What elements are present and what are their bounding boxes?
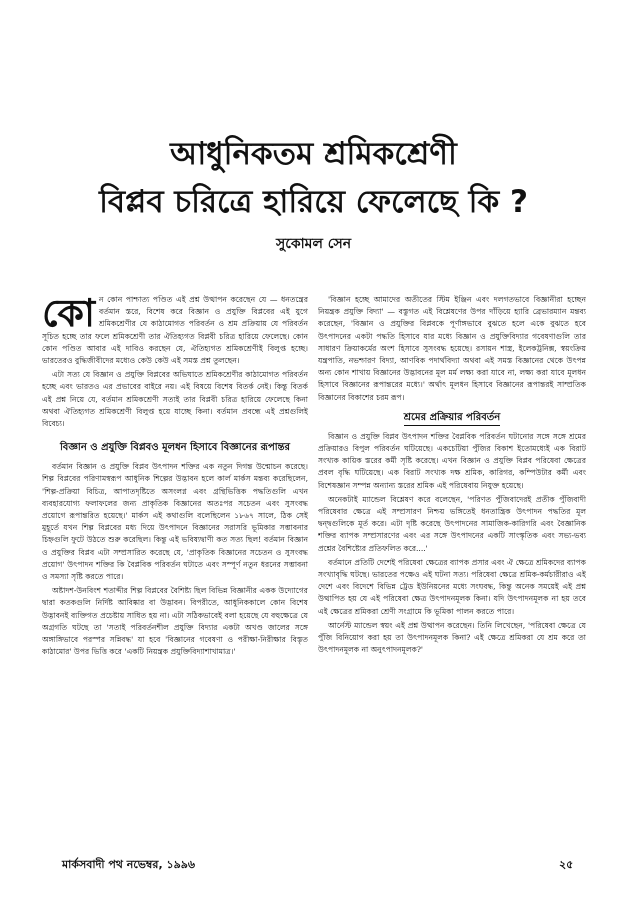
drop-cap: কো: [42, 294, 96, 335]
section-heading-labour-process: [318, 410, 586, 425]
article-title-line-2: বিপ্লব চরিত্রে হারিয়ে ফেলেছে কি ?: [99, 184, 528, 220]
intro-paragraph-2: এটা সত্য যে বিজ্ঞান ও প্রযুক্তি বিপ্লবের অভিঘাতে শ্রমিকশ্রেণীর কাঠামোগত পরিবর্তন হচ্ছে এবং ভারতও এর প্রভাবের বাইরে নয়। এই বিষয়ে বিশেষ বিতর্ক নেই। কিন্তু বিতর্ক এই প্রশ্ন নিয়ে যে, বর্তমান শ্রমিকশ্রেণী সত্যই তার বিপ্লবী চরিত্র হারিয়ে ফেলেছে কিনা অথবা ঐতিহ্যগত শ্রমিকশ্রেণী বিলুপ্ত হয়ে যাচ্ছে কিনা। বর্তমান প্রবন্ধে এই প্রশ্নগুলিই বিবেচ্য।: [42, 370, 308, 429]
footer-publication: মার্কসবাদী পথ নভেম্বর, ১৯৯৬: [62, 858, 196, 871]
section-paragraph: বর্তমানে প্রতিটি দেশেই পরিষেবা ক্ষেত্রের ব্যাপক প্রসার এবং ঐ ক্ষেত্রে শ্রমিকদের ব্যাপক সংখ্যাবৃদ্ধি ঘটছে। ভারতের পক্ষেও এই ঘটনা সত্য। পরিষেবা ক্ষেত্রে শ্রমিক-কর্মচারীরাও এই দেশে এবং বিদেশে বিভিন্ন ট্রেড ইউনিয়নের মধ্যে সংঘবদ্ধ, কিন্তু অনেক সময়েই এই প্রশ্ন উত্থাপিত হয় যে এই পরিষেবা ক্ষেত্র উৎপাদনমূলক কিনা। যদি উৎপাদনমূলক না হয় তবে এই ক্ষেত্রের শ্রমিকরা শ্রেণী সংগ্রামে কি ভূমিকা পালন করতে পারে।: [318, 557, 586, 616]
section-heading-science-capital: বিজ্ঞান ও প্রযুক্তি বিপ্লবও মূলধন হিসাবে বিজ্ঞানের রূপান্তর: [59, 442, 291, 454]
section-paragraph: অনেকটাই ম্যান্ডেল বিশ্লেষণ করে বলেছেন, 'পরিণত পুঁজিবাদেরই প্রতীক পুঁজিবাদী পরিষেবার ক্ষেত্রে এই সম্প্রসারণ নিশ্চয় ভঙ্গিতেই ধনতান্ত্রিক উৎপাদন পদ্ধতির মূল দ্বন্দ্বগুলিকে মূর্ত করে। এটা দৃষ্টি করেছে উৎপাদনের সামাজিক-কারিগরি এবং বৈজ্ঞানিক শক্তির ব্যাপক সম্প্রসারণের এবং এর সঙ্গে উৎপাদনের একটি সাংস্কৃতিক এবং সভ্য-ভব্য প্রশ্নের বৈশিষ্ট্যের প্রতিফলিত করে....': [318, 494, 586, 553]
right-column: [318, 294, 586, 834]
section-paragraph: অষ্টাদশ-উনবিংশ শতাব্দীর শিল্প বিপ্লবের বৈশিষ্ট্য ছিল বিভিন্ন বিজ্ঞানীর একক উদ্যোগের দ্বারা কতকগুলি নির্দিষ্ট আবিষ্কার বা উদ্ভাবন। বিপরীতে, আধুনিককালে কোন বিশেষ উদ্ভাবনই ব্যক্তিগত প্রচেষ্টায় সাধিত হয় না। এটা সঠিকভাবেই বলা হয়েছে যে বহুক্ষেত্রে যে অগ্রগতি ঘটছে তা 'সতাই পরিবর্তনশীল প্রযুক্তি বিদ্যার একটা অখণ্ড জালের সঙ্গে অঙ্গাঙ্গিভাবে পরস্পর সন্নিবদ্ধ' যা হবে 'বিজ্ঞানের গবেষণা ও পরীক্ষা-নিরীক্ষার বিস্তৃত কাঠামোর' উপর ভিত্তি করে 'একটি নিয়ন্ত্রক প্রযুক্তিবিদ্যাশাখামাত্র।': [42, 586, 308, 657]
intro-paragraph-1-text: ন কোন পাশ্চাত্য পণ্ডিত এই প্রশ্ন উত্থাপন করেছেন যে — ধনতন্ত্রের বর্তমান স্তরে, বিশেষ করে বিজ্ঞান ও প্রযুক্তি বিপ্লবের এই যুগে শ্রমিকশ্রেণীর যে কাঠামোগত পরিবর্তন ও শ্রম প্রক্রিয়ায় যে পরিবর্তন সূচিত হচ্ছে তার ফলে শ্রমিকশ্রেণী তার ঐতিহ্যগত বিপ্লবী চরিত্র হারিয়ে ফেলেছে। কোন কোন পণ্ডিত আবার এই দাবিও করছেন যে, ঐতিহ্যগত শ্রমিকশ্রেণীই বিলুপ্ত হচ্ছে। ভারতেরও বুদ্ধিজীবীদের মধ্যেও কেউ কেউ এই সমস্ত প্রশ্ন তুলছেন।: [42, 295, 308, 366]
section-paragraph: বিজ্ঞান ও প্রযুক্তি বিপ্লব উৎপাদন শক্তির বৈপ্লবিক পরিবর্তন ঘটানোর সঙ্গে সঙ্গে শ্রমের প্রক্রিয়ারও বিপুল পরিবর্তন ঘটিয়েছে। একচেটিয়া পুঁজির বিকাশ ইতোমধ্যেই এক বিরাট সংখ্যক কায়িক স্তরের কর্মী সৃষ্টি করেছে। এখন বিজ্ঞান ও প্রযুক্তি বিপ্লব পরিষেবা ক্ষেত্রের প্রবল বৃদ্ধি ঘটিয়েছে। এক বিরাট সংখ্যক দক্ষ শ্রমিক, কারিগর, কম্পিউটার কর্মী এবং বিশেষজ্ঞান সম্পন্ন অন্যান্য স্তরের শ্রমিক এই পরিষেবায় নিযুক্ত হয়েছে।: [318, 431, 586, 490]
left-column: [42, 294, 308, 834]
section-paragraph: বর্তমান বিজ্ঞান ও প্রযুক্তি বিপ্লব উৎপাদন শক্তির এক নতুন দিগন্ত উন্মোচন করেছে। শিল্প বিপ্লবের পরিণামস্বরূপ আধুনিক শিল্পের উদ্ভাবন হলে কার্ল মার্কস মন্তব্য করেছিলেন, 'শিল্প-প্রক্রিয়া বিচিত্র, আপাতদৃষ্টিতে অসংলগ্ন এবং গ্রন্থিভিত্তিক পদ্ধতিগুলি এখন ব্যবহারযোগ্য ফলাফলের জন্য প্রাকৃতিক বিজ্ঞানের অতঃপর সচেতন এবং সুসংবদ্ধ প্রয়োগে রূপান্তরিত হয়েছে।' মার্কস এই কথাগুলি বলেছিলেন ১৮৬৭ সালে, ঠিক সেই মুহূর্তে যখন শিল্প বিপ্লবের মধ্য দিয়ে উৎপাদনে বিজ্ঞানের সরাসরি ভূমিকার সম্ভাবনার চিহ্নগুলি ফুটে উঠতে শুরু করেছিল। কিন্তু এই ভবিষ্যদ্বাণী কত সত্য ছিল! বর্তমান বিজ্ঞান ও প্রযুক্তির বিপ্লব এটা সম্প্রসারিত করেছে যে, 'প্রাকৃতিক বিজ্ঞানের সচেতন ও সুসংবদ্ধ প্রয়োগ' উৎপাদন শক্তির কি বৈপ্লবিক পরিবর্তন ঘটাতে এবং সম্পূর্ণ নতুন ধরনের সম্ভাবনা ও সমস্যা সৃষ্টি করতে পারে।: [42, 462, 308, 582]
author-name: সুকোমল সেন: [275, 236, 352, 252]
intro-paragraph-1: [42, 294, 308, 367]
section-heading-labour-process-text: শ্রমের প্রক্রিয়ার পরিবর্তন: [404, 412, 500, 426]
page-number: ২৫: [559, 858, 574, 871]
right-intro-paragraph: 'বিজ্ঞান হচ্ছে আমাদের অতীতের স্টিম ইঞ্জিন এবং দলগতভাবে বিজ্ঞানীরা হচ্ছেন নিয়ন্ত্রক প্রযুক্তি বিদ্যা' — বস্তুগত এই বিশ্লেষণের উপর দাঁড়িয়ে হ্যারি ব্রেভারম্যান মন্তব্য করেছেন, 'বিজ্ঞান ও প্রযুক্তির বিপ্লবকে পূর্ণাঙ্গভাবে বুঝতে হলে একে বুঝতে হবে উৎপাদনের একটা পদ্ধতি হিসাবে যার মধ্যে বিজ্ঞান ও প্রযুক্তিবিদ্যার গবেষণাগুলি তার সাধারণ ক্রিয়াকর্মের অংশ হিসাবে সুসংবদ্ধ হয়েছে। রসায়ন শাস্ত্র, ইলেকট্রনিক্স, স্বয়ংক্রিয় যন্ত্রপাতি, নভশ্চারণ বিদ্যা, আণবিক পদার্থবিদ্যা অথবা এই সমস্ত বিজ্ঞানের থেকে উৎপন্ন অন্য কোন শাখায় বিজ্ঞানের উদ্ভাবনের মূল মর্ম লক্ষ্য করা যাবে না, লক্ষ্য করা যাবে মূলধন হিসাবে বিজ্ঞানের রূপান্তরের মধ্যে।' অর্থাৎ মূলধন হিসাবে বিজ্ঞানের রূপান্তরই সাম্প্রতিক বিজ্ঞানের বিকাশের চরম রূপ।: [318, 295, 586, 402]
article-title-line-1: আধুনিকতম শ্রমিকশ্রেণী: [170, 136, 457, 172]
section-paragraph: আর্নেস্ট ম্যান্ডেল স্বয়ং এই প্রশ্ন উত্থাপন করেছেন। তিনি লিখেছেন, 'পরিষেবা ক্ষেত্রে যে পুঁজি বিনিয়োগ করা হয় তা উৎপাদনমূলক কিনা? এই ক্ষেত্রে শ্রমিকরা যে শ্রম করে তা উৎপাদনমূলক না অনুৎপাদনমূলক?': [318, 620, 586, 655]
